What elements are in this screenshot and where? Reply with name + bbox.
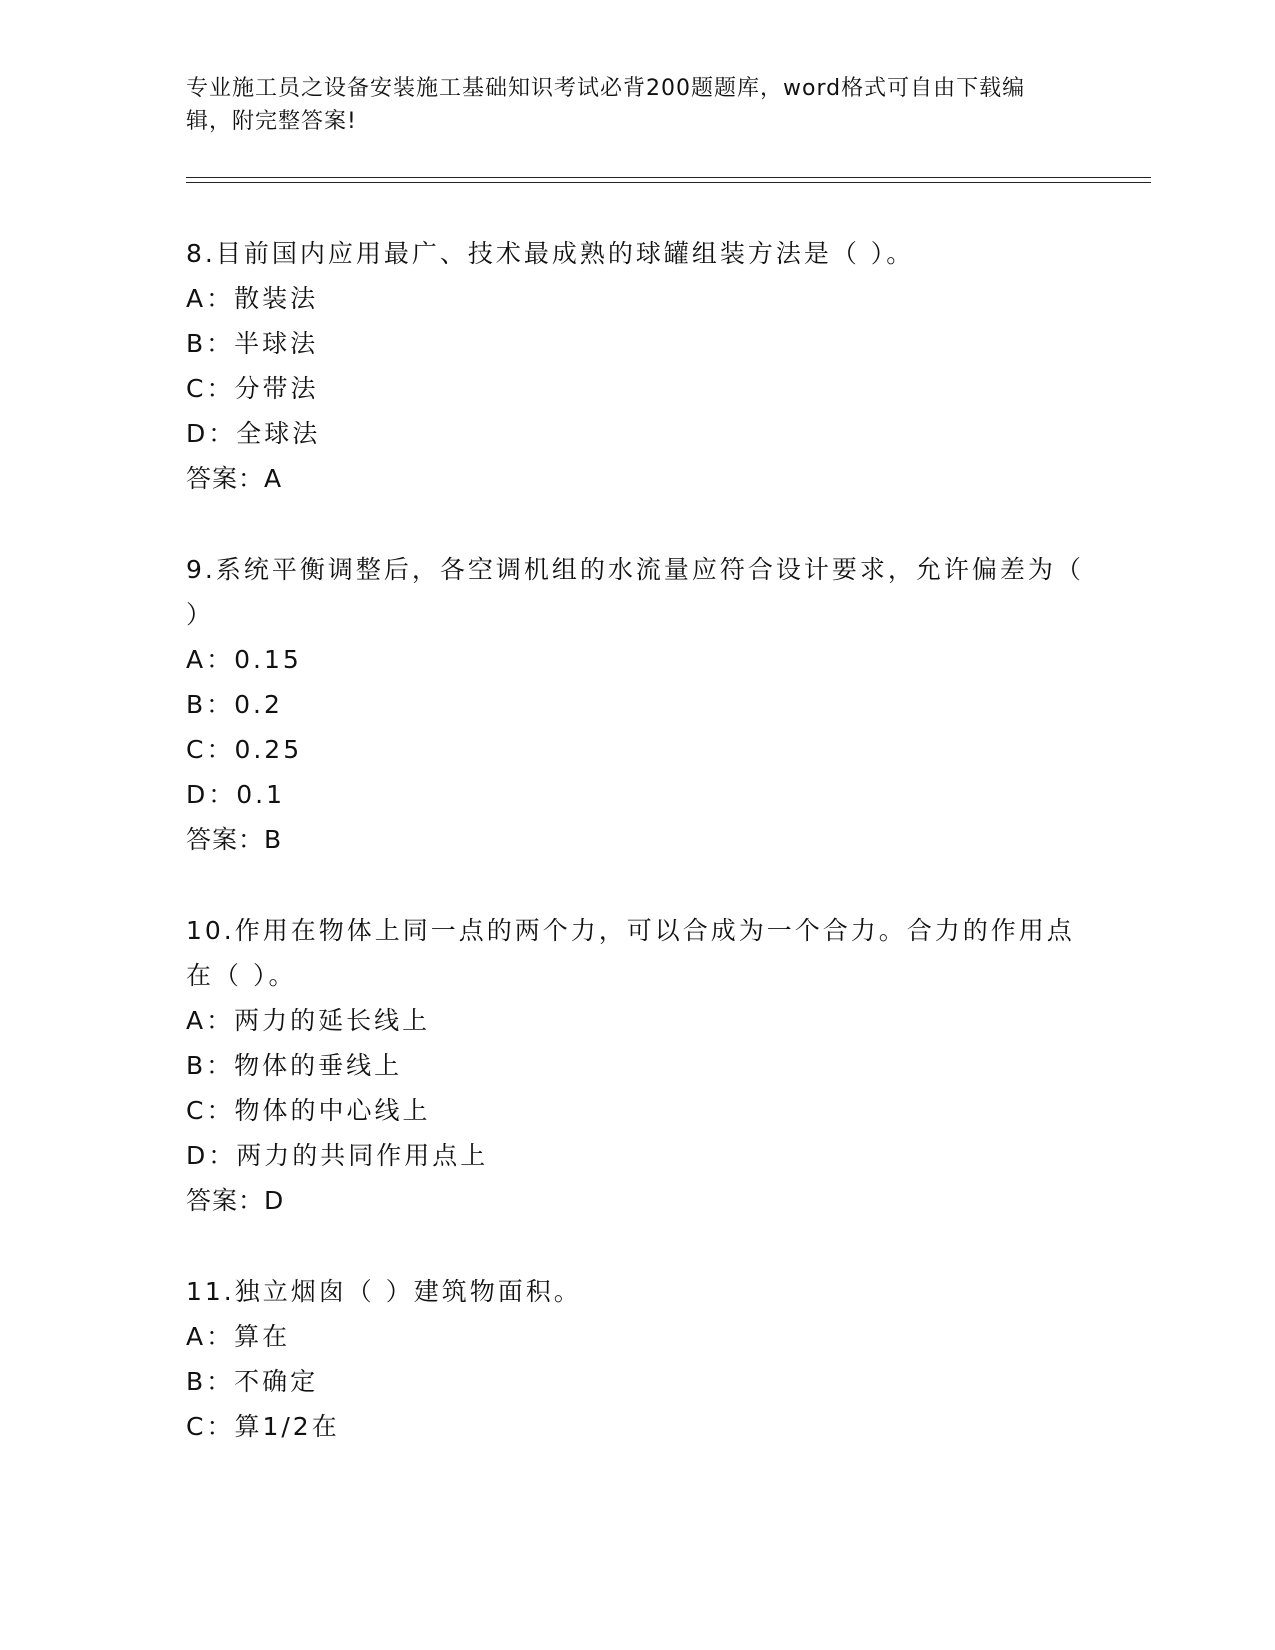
option-b: B：半球法 (186, 329, 319, 358)
option-a: A：0.15 (186, 645, 302, 674)
answer-line: 答案：D (186, 1186, 285, 1215)
option-d: D：全球法 (186, 419, 321, 448)
option-d: D：0.1 (186, 780, 286, 809)
question-10 (186, 908, 1086, 1223)
option-c: C：物体的中心线上 (186, 1096, 431, 1125)
question-8 (186, 231, 1086, 501)
answer-line: 答案：A (186, 464, 283, 493)
option-c: C：分带法 (186, 374, 319, 403)
answer-line: 答案：B (186, 825, 283, 854)
question-stem: 10.作用在物体上同一点的两个力，可以合成为一个合力。合力的作用点在（ ）。 (186, 916, 1075, 990)
header-divider-top (186, 177, 1151, 178)
question-list (186, 231, 1086, 1495)
question-9 (186, 547, 1086, 862)
option-c: C：算1/2在 (186, 1412, 340, 1441)
option-b: B：物体的垂线上 (186, 1051, 403, 1080)
header-divider-bottom (186, 182, 1151, 183)
question-stem: 11.独立烟囱（ ）建筑物面积。 (186, 1277, 582, 1306)
option-d: D：两力的共同作用点上 (186, 1141, 489, 1170)
option-b: B：不确定 (186, 1367, 319, 1396)
option-a: A：两力的延长线上 (186, 1006, 431, 1035)
option-b: B：0.2 (186, 690, 283, 719)
question-stem: 9.系统平衡调整后，各空调机组的水流量应符合设计要求，允许偏差为（ ） (186, 555, 1084, 629)
option-a: A：散装法 (186, 284, 319, 313)
option-a: A：算在 (186, 1322, 291, 1351)
option-c: C：0.25 (186, 735, 303, 764)
question-11 (186, 1269, 1086, 1449)
document-header: 专业施工员之设备安装施工基础知识考试必背200题题库，word格式可自由下载编辑，附完整答案! (186, 76, 1026, 134)
question-stem: 8.目前国内应用最广、技术最成熟的球罐组装方法是（ ）。 (186, 239, 915, 268)
